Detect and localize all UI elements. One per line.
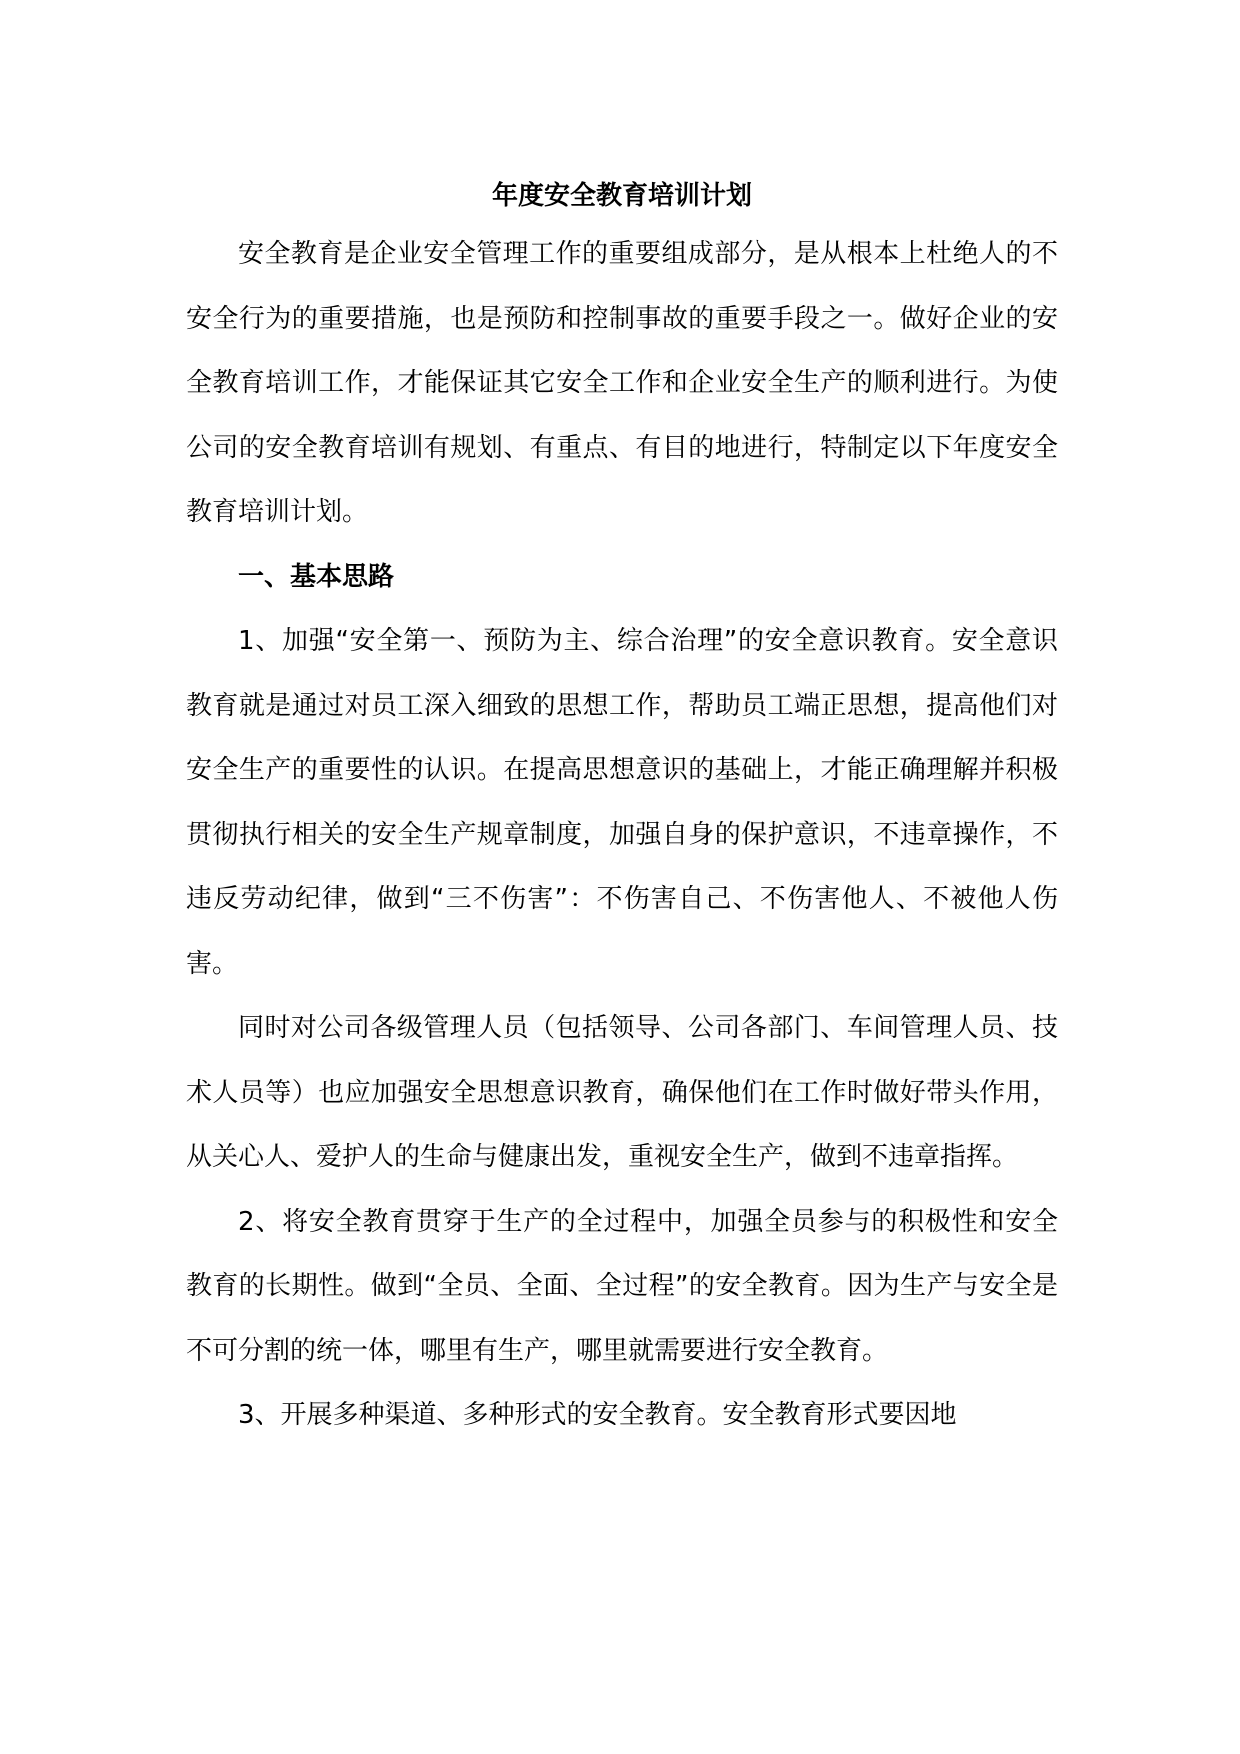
section-heading: 一、基本思路 bbox=[238, 561, 395, 592]
document-page bbox=[186, 170, 1058, 1448]
item-1-paragraph: 1、加强“安全第一、预防为主、综合治理”的安全意识教育。安全意识教育就是通过对员工深入细致的思想工作，帮助员工端正思想，提高他们对安全生产的重要性的认识。在提高思想意识的基础上，才能正确理解并积极贯彻执行相关的安全生产规章制度，加强自身的保护意识，不违章操作，不违反劳动纪律，做到“三不伤害”：不伤害自己、不伤害他人、不被他人伤害。 bbox=[186, 626, 1058, 979]
item-3-paragraph: 3、开展多种渠道、多种形式的安全教育。安全教育形式要因地 bbox=[238, 1400, 957, 1430]
intro-paragraph: 安全教育是企业安全管理工作的重要组成部分，是从根本上杜绝人的不安全行为的重要措施，也是预防和控制事故的重要手段之一。做好企业的安全教育培训工作，才能保证其它安全工作和企业安全生产的顺利进行。为使公司的安全教育培训有规划、有重点、有目的地进行，特制定以下年度安全教育培训计划。 bbox=[186, 239, 1058, 527]
document-title: 年度安全教育培训计划 bbox=[491, 181, 752, 211]
item-2-paragraph: 2、将安全教育贯穿于生产的全过程中，加强全员参与的积极性和安全教育的长期性。做到“全员、全面、全过程”的安全教育。因为生产与安全是不可分割的统一体，哪里有生产，哪里就需要进行安全教育。 bbox=[186, 1206, 1058, 1366]
item-1-continuation-paragraph: 同时对公司各级管理人员（包括领导、公司各部门、车间管理人员、技术人员等）也应加强安全思想意识教育，确保他们在工作时做好带头作用，从关心人、爱护人的生命与健康出发，重视安全生产，做到不违章指挥。 bbox=[186, 1013, 1058, 1172]
